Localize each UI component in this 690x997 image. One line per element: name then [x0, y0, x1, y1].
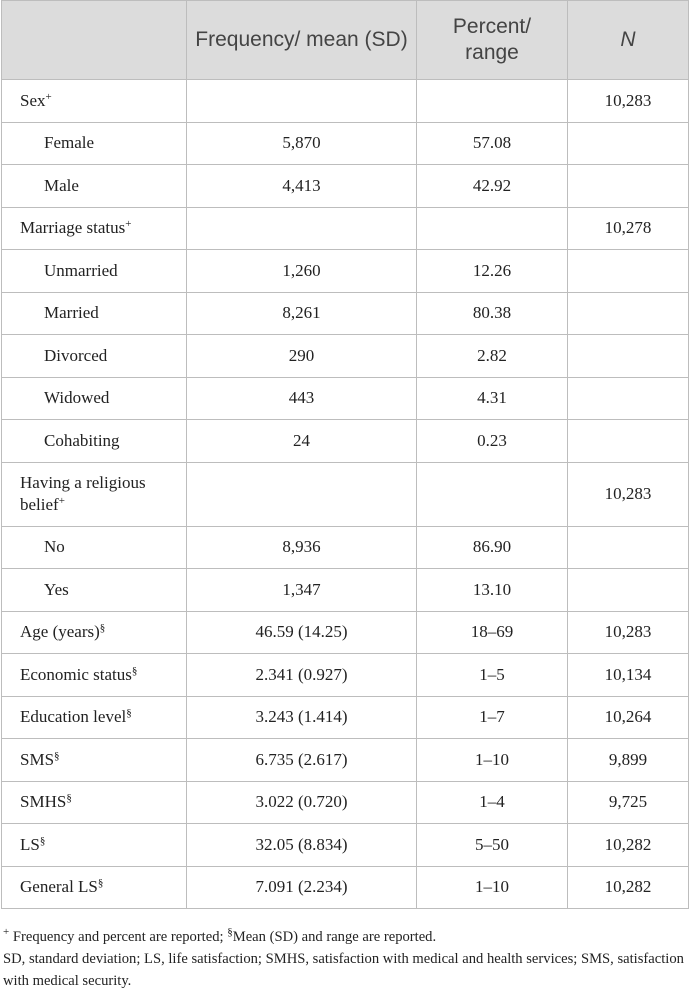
table-row [2, 462, 689, 526]
cell-percent-range: 13.10 [417, 569, 568, 612]
cell-frequency-mean: 290 [187, 335, 417, 378]
row-footnote-mark: + [45, 90, 52, 103]
table-footnotes [3, 926, 688, 992]
cell-n [568, 250, 689, 293]
row-label [2, 526, 187, 569]
cell-percent-range: 1–7 [417, 696, 568, 739]
cell-n [568, 122, 689, 165]
row-label [2, 462, 187, 526]
row-label [2, 292, 187, 335]
table-row [2, 292, 689, 335]
table-row [2, 781, 689, 824]
table-row [2, 335, 689, 378]
cell-frequency-mean: 7.091 (2.234) [187, 866, 417, 909]
row-label [2, 420, 187, 463]
cell-percent-range [417, 80, 568, 123]
cell-n: 10,282 [568, 824, 689, 867]
cell-frequency-mean: 1,347 [187, 569, 417, 612]
header-frequency-mean: Frequency/ mean (SD) [187, 1, 417, 80]
row-footnote-mark: § [126, 707, 132, 720]
table-row [2, 377, 689, 420]
row-label-text: Yes [44, 579, 69, 599]
row-footnote-mark: § [39, 834, 46, 847]
row-label-text: Divorced [44, 345, 108, 365]
row-label [2, 165, 187, 208]
table-row [2, 611, 689, 654]
row-label [2, 739, 187, 782]
row-footnote-mark: § [66, 792, 72, 805]
cell-n [568, 526, 689, 569]
table-row [2, 569, 689, 612]
row-footnote-mark: + [125, 218, 132, 231]
cell-n [568, 569, 689, 612]
cell-percent-range: 18–69 [417, 611, 568, 654]
cell-n: 10,134 [568, 654, 689, 697]
table-row [2, 165, 689, 208]
cell-frequency-mean: 2.341 (0.927) [187, 654, 417, 697]
row-label [2, 611, 187, 654]
cell-frequency-mean: 24 [187, 420, 417, 463]
cell-frequency-mean: 443 [187, 377, 417, 420]
row-label [2, 824, 187, 867]
header-percent-range: Percent/ range [417, 1, 568, 80]
cell-n: 10,278 [568, 207, 689, 250]
row-label [2, 696, 187, 739]
cell-n: 10,282 [568, 866, 689, 909]
cell-frequency-mean: 8,261 [187, 292, 417, 335]
header-row [2, 1, 689, 80]
table-row [2, 122, 689, 165]
row-label-text: Marriage status [20, 218, 126, 238]
row-label [2, 250, 187, 293]
cell-frequency-mean: 46.59 (14.25) [187, 611, 417, 654]
row-label-text: Sex [20, 90, 46, 110]
cell-percent-range: 57.08 [417, 122, 568, 165]
cell-frequency-mean: 4,413 [187, 165, 417, 208]
row-label-text: No [44, 537, 65, 557]
table-row [2, 824, 689, 867]
cell-n: 9,899 [568, 739, 689, 782]
row-footnote-mark: + [58, 495, 65, 507]
cell-n: 10,283 [568, 611, 689, 654]
table-row [2, 80, 689, 123]
cell-n [568, 377, 689, 420]
row-label [2, 207, 187, 250]
row-label-text: Unmarried [44, 260, 118, 280]
cell-frequency-mean: 1,260 [187, 250, 417, 293]
cell-n: 10,283 [568, 80, 689, 123]
row-footnote-mark: § [131, 664, 138, 677]
cell-percent-range [417, 462, 568, 526]
row-label [2, 377, 187, 420]
cell-frequency-mean: 5,870 [187, 122, 417, 165]
cell-frequency-mean: 3.022 (0.720) [187, 781, 417, 824]
cell-percent-range: 1–10 [417, 866, 568, 909]
cell-frequency-mean [187, 462, 417, 526]
table-row [2, 739, 689, 782]
footnote-text-1: Frequency and percent are reported; [9, 929, 228, 945]
row-label-text: Having a religious belief [20, 473, 146, 514]
row-label-text: SMS [20, 749, 55, 769]
row-footnote-mark: § [54, 749, 60, 762]
row-label-text: SMHS [20, 792, 67, 812]
row-label-text: Economic status [20, 664, 132, 684]
descriptive-statistics-table [1, 0, 689, 909]
cell-n: 10,264 [568, 696, 689, 739]
footnote-abbreviations: SD, standard deviation; LS, life satisfaction; SMHS, satisfaction with medical and health services; SMS, satisfaction with medical security. [3, 951, 684, 989]
row-label-text: LS [20, 834, 40, 854]
cell-percent-range: 2.82 [417, 335, 568, 378]
footnote-text-2: Mean (SD) and range are reported. [232, 929, 437, 945]
section-mark: § [227, 926, 233, 938]
cell-percent-range: 1–10 [417, 739, 568, 782]
table-row [2, 696, 689, 739]
table-row [2, 250, 689, 293]
cell-n: 9,725 [568, 781, 689, 824]
row-label-text: Male [44, 175, 79, 195]
row-label-text: Education level [20, 707, 127, 727]
cell-percent-range: 12.26 [417, 250, 568, 293]
header-n: N [568, 1, 689, 80]
cell-n [568, 420, 689, 463]
row-label [2, 866, 187, 909]
row-label [2, 122, 187, 165]
cell-percent-range: 1–4 [417, 781, 568, 824]
row-label-text: Widowed [44, 388, 110, 408]
cell-n [568, 165, 689, 208]
row-label-text: Married [44, 303, 99, 323]
row-label [2, 80, 187, 123]
row-label [2, 654, 187, 697]
footnote-line-1 [3, 926, 688, 948]
cell-percent-range: 4.31 [417, 377, 568, 420]
table-row [2, 526, 689, 569]
table-body [2, 80, 689, 909]
cell-n: 10,283 [568, 462, 689, 526]
table-row [2, 207, 689, 250]
table-row [2, 866, 689, 909]
cell-percent-range: 1–5 [417, 654, 568, 697]
cell-n [568, 292, 689, 335]
cell-frequency-mean: 3.243 (1.414) [187, 696, 417, 739]
row-label [2, 569, 187, 612]
table-row [2, 420, 689, 463]
cell-frequency-mean [187, 207, 417, 250]
cell-percent-range: 86.90 [417, 526, 568, 569]
row-label [2, 335, 187, 378]
cell-percent-range: 5–50 [417, 824, 568, 867]
cell-frequency-mean [187, 80, 417, 123]
table-row [2, 654, 689, 697]
row-footnote-mark: § [99, 622, 106, 635]
row-label-text: Age (years) [20, 622, 100, 642]
cell-percent-range [417, 207, 568, 250]
cell-percent-range: 80.38 [417, 292, 568, 335]
row-label-text: General LS [20, 877, 98, 897]
row-label-text: Female [44, 133, 95, 153]
row-label-text: Cohabiting [44, 430, 120, 450]
cell-n [568, 335, 689, 378]
cell-frequency-mean: 32.05 (8.834) [187, 824, 417, 867]
row-footnote-mark: § [97, 877, 104, 890]
cell-frequency-mean: 8,936 [187, 526, 417, 569]
header-variable [2, 1, 187, 80]
cell-percent-range: 0.23 [417, 420, 568, 463]
cell-percent-range: 42.92 [417, 165, 568, 208]
cell-frequency-mean: 6.735 (2.617) [187, 739, 417, 782]
plus-mark: + [3, 926, 10, 938]
row-label [2, 781, 187, 824]
